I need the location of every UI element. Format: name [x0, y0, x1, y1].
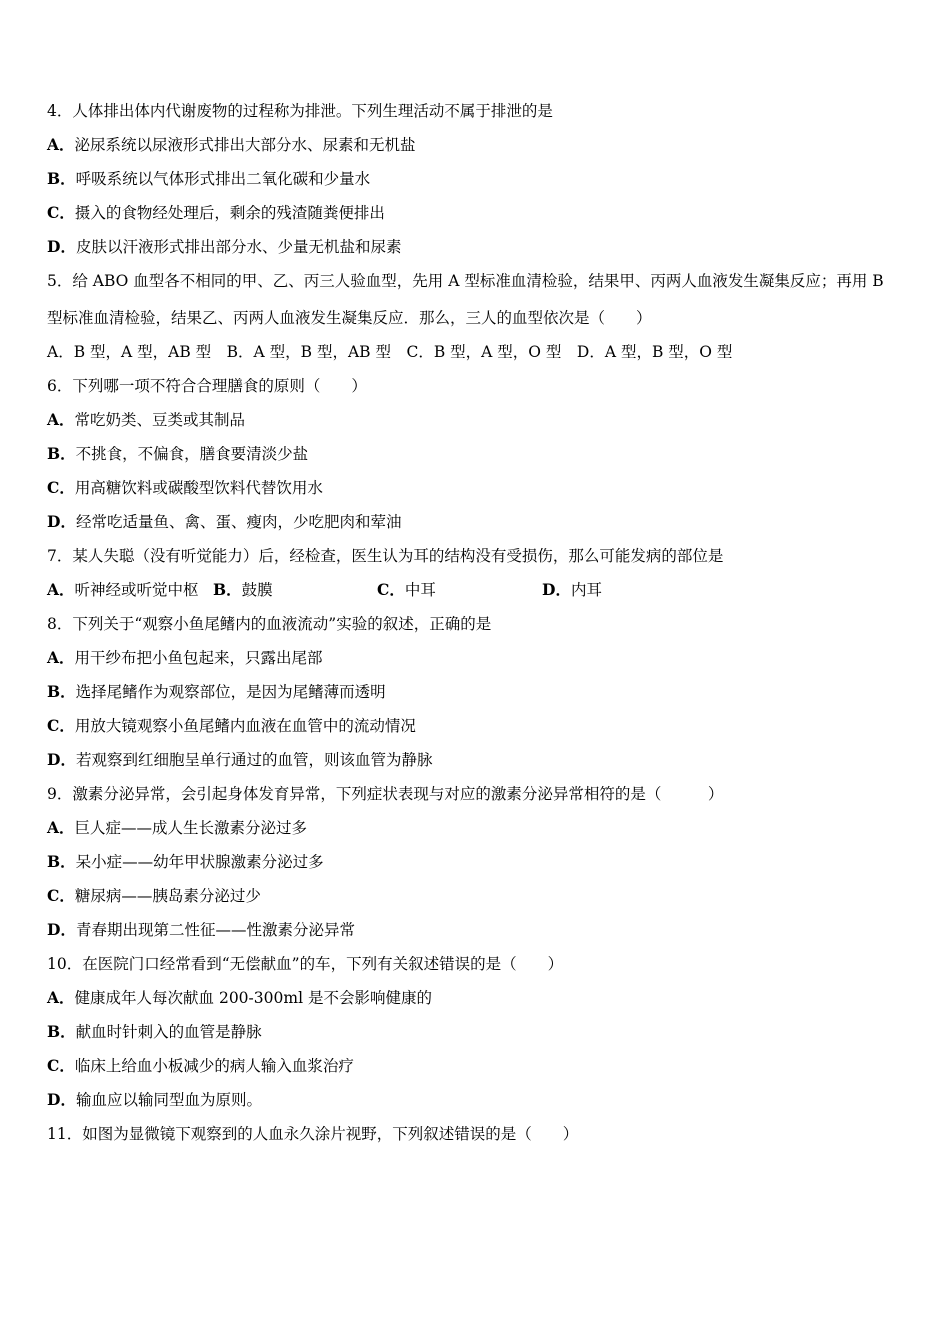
q11-stem: 11．如图为显微镜下观察到的人血永久涂片视野，下列叙述错误的是（ ） [47, 1125, 579, 1143]
q6-option-a: A．常吃奶类、豆类或其制品 [47, 410, 246, 429]
q4-option-a: A．泌尿系统以尿液形式排出大部分水、尿素和无机盐 [47, 135, 416, 154]
q8-stem: 8．下列关于“观察小鱼尾鳍内的血液流动”实验的叙述，正确的是 [47, 615, 492, 633]
q9-option-d: D．青春期出现第二性征——性激素分泌异常 [47, 920, 355, 939]
q7-option-c: C．中耳 [377, 580, 436, 599]
option-letter: C． [47, 203, 75, 222]
q6-stem: 6．下列哪一项不符合合理膳食的原则（ ） [47, 377, 367, 395]
q4-option-d: D．皮肤以汗液形式排出部分水、少量无机盐和尿素 [47, 237, 402, 256]
option-letter: D． [47, 750, 76, 769]
q5-stem-line1: 5．给 ABO 血型各不相同的甲、乙、丙三人验血型，先用 A 型标准血清检验，结果甲、丙两人血液发生凝集反应；再用 B [47, 272, 884, 290]
q10-option-c: C．临床上给血小板减少的病人输入血浆治疗 [47, 1056, 354, 1075]
option-letter: C． [377, 580, 405, 599]
q9-option-b: B．呆小症——幼年甲状腺激素分泌过多 [47, 852, 324, 871]
option-letter: D． [542, 580, 571, 599]
option-letter: C． [47, 478, 75, 497]
q10-option-b: B．献血时针刺入的血管是静脉 [47, 1022, 262, 1041]
q8-option-d: D．若观察到红细胞呈单行通过的血管，则该血管为静脉 [47, 750, 433, 769]
option-letter: A． [47, 988, 75, 1007]
q6-option-c: C．用高糖饮料或碳酸型饮料代替饮用水 [47, 478, 323, 497]
option-letter: C． [47, 1056, 75, 1075]
option-letter: C． [47, 886, 75, 905]
q4-option-b: B．呼吸系统以气体形式排出二氧化碳和少量水 [47, 169, 371, 188]
option-letter: D． [47, 512, 76, 531]
q7-option-d: D．内耳 [542, 580, 602, 599]
q10-option-a: A．健康成年人每次献血 200-300ml 是不会影响健康的 [47, 988, 432, 1007]
option-letter: A． [47, 410, 75, 429]
q8-option-a: A．用干纱布把小鱼包起来，只露出尾部 [47, 648, 323, 667]
option-letter: B． [47, 682, 76, 701]
q6-option-d: D．经常吃适量鱼、禽、蛋、瘦肉，少吃肥肉和荤油 [47, 512, 402, 531]
option-letter: A． [47, 648, 75, 667]
q8-option-b: B．选择尾鳍作为观察部位，是因为尾鳍薄而透明 [47, 682, 386, 701]
q8-option-c: C．用放大镜观察小鱼尾鳍内血液在血管中的流动情况 [47, 716, 416, 735]
q5-options: A．B 型，A 型，AB 型 B．A 型，B 型，AB 型 C．B 型，A 型，O 型 D．A 型，B 型，O 型 [47, 343, 733, 361]
option-letter: B． [47, 169, 76, 188]
q7-option-b: B．鼓膜 [213, 580, 273, 599]
option-letter: A． [47, 580, 75, 599]
q7-option-a: A．听神经或听觉中枢 [47, 580, 199, 599]
option-letter: D． [47, 237, 76, 256]
option-letter: B． [213, 580, 242, 599]
option-letter: A． [47, 135, 75, 154]
q9-option-a: A．巨人症——成人生长激素分泌过多 [47, 818, 308, 837]
q10-stem: 10．在医院门口经常看到“无偿献血”的车，下列有关叙述错误的是（ ） [47, 955, 564, 973]
option-letter: C． [47, 716, 75, 735]
q4-stem: 4．人体排出体内代谢废物的过程称为排泄。下列生理活动不属于排泄的是 [47, 102, 553, 120]
q4-option-c: C．摄入的食物经处理后，剩余的残渣随粪便排出 [47, 203, 385, 222]
q7-stem: 7．某人失聪（没有听觉能力）后，经检查，医生认为耳的结构没有受损伤，那么可能发病的部位是 [47, 547, 724, 565]
q6-option-b: B．不挑食，不偏食，膳食要清淡少盐 [47, 444, 309, 463]
q10-option-d: D．输血应以输同型血为原则。 [47, 1090, 262, 1109]
option-letter: B． [47, 1022, 76, 1041]
option-letter: A． [47, 818, 75, 837]
option-letter: D． [47, 920, 76, 939]
option-letter: B． [47, 444, 76, 463]
q9-option-c: C．糖尿病——胰岛素分泌过少 [47, 886, 261, 905]
option-letter: D． [47, 1090, 76, 1109]
q5-stem-line2: 型标准血清检验，结果乙、丙两人血液发生凝集反应．那么，三人的血型依次是（ ） [47, 309, 652, 327]
q9-stem: 9．激素分泌异常，会引起身体发育异常，下列症状表现与对应的激素分泌异常相符的是（ ） [47, 785, 724, 803]
option-letter: B． [47, 852, 76, 871]
